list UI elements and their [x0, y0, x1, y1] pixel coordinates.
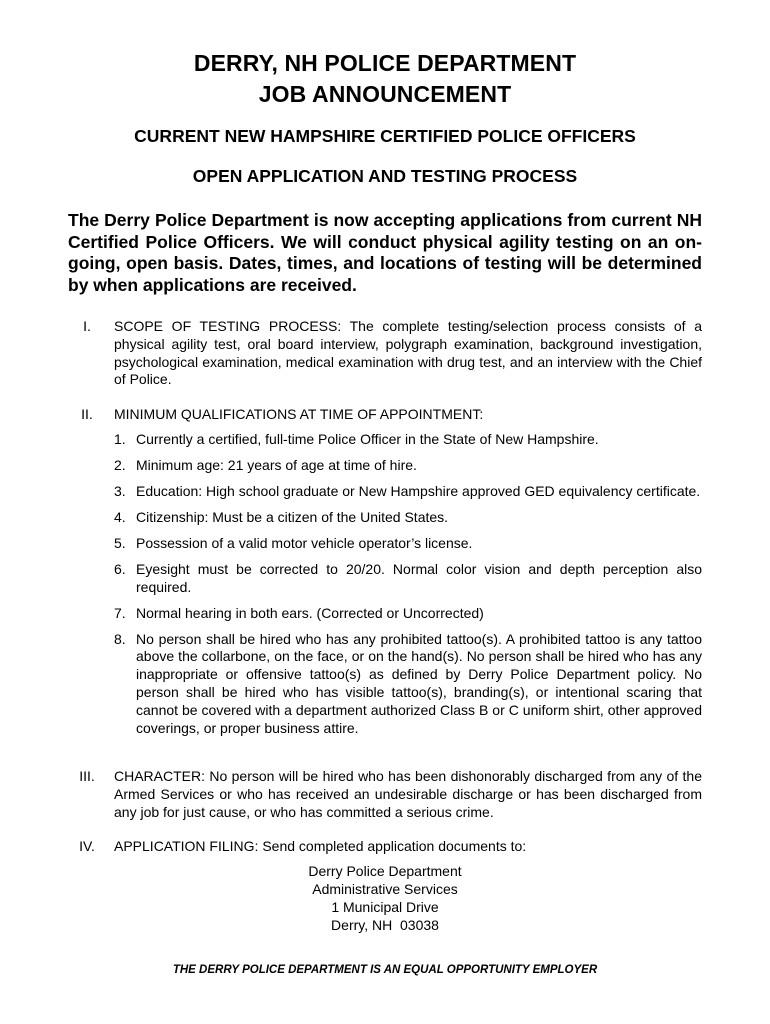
section-heading-certified-officers: CURRENT NEW HAMPSHIRE CERTIFIED POLICE OFFICERS	[134, 126, 636, 146]
section-numeral: II.	[81, 406, 93, 422]
page-subtitle: JOB ANNOUNCEMENT	[258, 81, 512, 107]
list-item	[114, 535, 702, 553]
section-text: SCOPE OF TESTING PROCESS: The complete testing/selection process consists of a physical agility test, oral board interview, polygraph examination, background investigation, psychological examination, medical examination with drug test, and an interview with the Chief of Police.	[114, 318, 702, 388]
section-text: CHARACTER: No person will be hired who has been dishonorably discharged from any of the Armed Services or who has received an undesirable discharge or has been discharged from any job for just cause, or who has committed a serious crime.	[114, 768, 702, 820]
list-item-number: 8.	[114, 630, 126, 647]
list-item	[114, 431, 702, 449]
list-item-text: Currently a certified, full-time Police Officer in the State of New Hampshire.	[136, 431, 599, 447]
list-item	[114, 509, 702, 527]
list-item	[114, 605, 702, 623]
list-item-number: 6.	[114, 560, 126, 577]
section-scope	[68, 318, 702, 389]
page-title: DERRY, NH POLICE DEPARTMENT	[193, 50, 577, 76]
address-line: Administrative Services	[312, 881, 458, 897]
list-item-text: Citizenship: Must be a citizen of the United States.	[136, 508, 449, 525]
equal-opportunity-footer: THE DERRY POLICE DEPARTMENT IS AN EQUAL OPPORTUNITY EMPLOYER	[172, 964, 598, 976]
list-item-text: Education: High school graduate or New Hampshire approved GED equivalency certificate.	[136, 482, 701, 499]
section-text: APPLICATION FILING: Send completed application documents to:	[114, 838, 527, 854]
section-text: MINIMUM QUALIFICATIONS AT TIME OF APPOINTMENT:	[114, 406, 484, 422]
section-application-filing	[68, 838, 702, 856]
section-heading-testing-process: OPEN APPLICATION AND TESTING PROCESS	[192, 166, 578, 186]
qualifications-list	[114, 431, 702, 746]
list-item-text: Minimum age: 21 years of age at time of hire.	[136, 456, 417, 473]
list-item	[114, 483, 702, 501]
section-numeral: I.	[83, 318, 91, 334]
list-item-number: 4.	[114, 508, 126, 525]
list-item-number: 2.	[114, 456, 126, 473]
list-item-text: No person shall be hired who has any prohibited tattoo(s). A prohibited tattoo is any tattoo above the collarbone, on the face, or on the hand(s). No person shall be hired who has any inappropriate or offensive tattoo(s) as defined by Derry Police Department policy. No person shall be hired who has visible tattoo(s), branding(s), or intentional scaring that cannot be covered with a department authorized Class B or C uniform shirt, other approved coverings, or proper business attire.	[136, 630, 702, 736]
section-qualifications	[68, 406, 702, 424]
list-item-number: 5.	[114, 534, 126, 551]
address-line: Derry Police Department	[308, 863, 462, 879]
intro-paragraph: The Derry Police Department is now accepting applications from current NH Certified Police Officers. We will conduct physical agility testing on an on-going, open basis. Dates, times, and locations of testing will be determined by when applications are received.	[68, 210, 702, 295]
list-item-number: 7.	[114, 604, 126, 621]
list-item	[114, 631, 702, 738]
address-line: 1 Municipal Drive	[331, 899, 439, 915]
list-item-text: Eyesight must be corrected to 20/20. Normal color vision and depth perception also required.	[136, 560, 702, 595]
mailing-address	[0, 862, 770, 934]
list-item-text: Possession of a valid motor vehicle operator’s license.	[136, 534, 473, 551]
section-numeral: III.	[79, 768, 95, 784]
list-item-number: 3.	[114, 482, 126, 499]
address-line: Derry, NH 03038	[331, 917, 439, 933]
list-item	[114, 561, 702, 597]
list-item	[114, 457, 702, 475]
section-character	[68, 768, 702, 821]
list-item-number: 1.	[114, 431, 126, 447]
list-item-text: Normal hearing in both ears. (Corrected or Uncorrected)	[136, 604, 484, 621]
section-numeral: IV.	[79, 838, 95, 854]
